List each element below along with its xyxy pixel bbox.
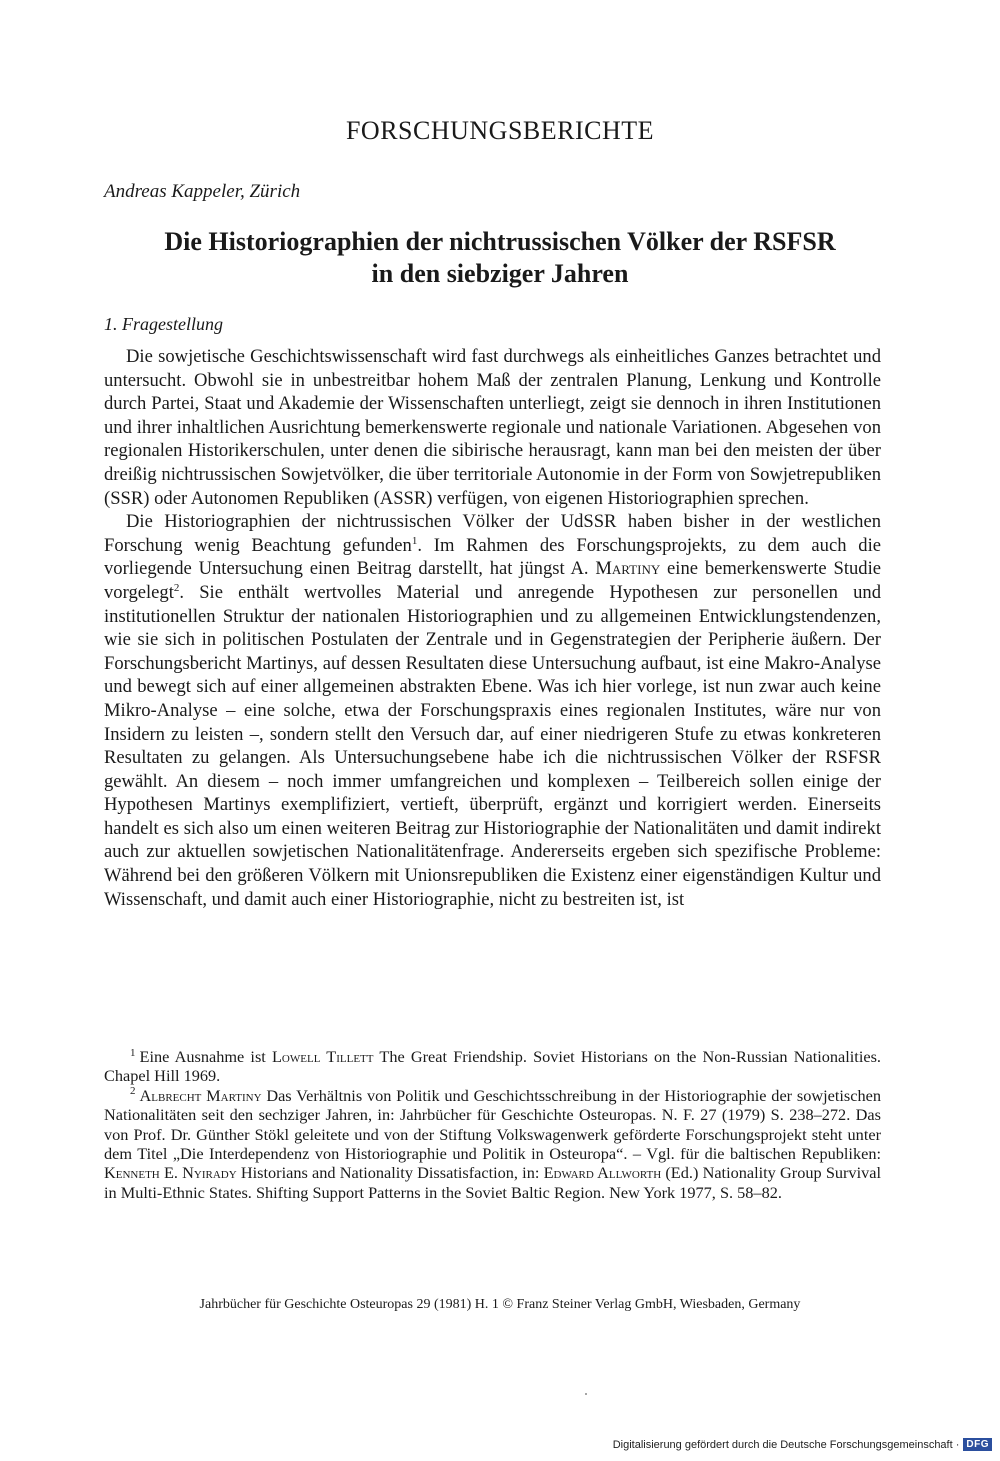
body-paragraph-1: Die sowjetische Geschichtswissenschaft wird fast durchwegs als einheitliches Ganzes betrachtet und untersucht. Obwohl sie in unbestreitbar hohem Maß der zentralen Planung, Lenkung und Kontrolle durch Partei, Staat und Akademie der Wissenschaften unterliegt, zeigt sie dennoch in ihren Institutionen und ihrer inhaltlichen Ausrichtung bemerkenswerte regionale und nationale Variationen. Abgesehen von regionalen Historikerschulen, unter denen die sibirische herausragt, kann man bei den meisten der über dreißig nichtrussischen Sowjetvölker, die über territoriale Autonomie in der Form von Sowjetrepubliken (SSR) oder Autonomen Republiken (ASSR) verfügen, von eigenen Historiographien sprechen. [104, 346, 881, 509]
author-line: Andreas Kappeler, Zürich [104, 181, 301, 202]
digitization-notice [613, 1438, 992, 1451]
footnote-1-author: Lowell Tillett [271, 1047, 374, 1066]
paragraph-2-text-d: . Sie enthält wertvolles Material und anregende Hypothesen zur personellen und institutionellen Struktur der nationalen Historiographien und zu allgemeinen Entwicklungstendenzen, wie sie sich in politischen Postulaten der Zentrale und in Gegenstrategien der Peripherie äußern. Der Forschungsbericht Martinys, auf dessen Resultaten diese Untersuchung aufbaut, ist eine Makro-Analyse und bewegt sich auf einer allgemeinen abstrakten Ebene. Was ich hier vorlege, ist nun zwar auch keine Mikro-Analyse – eine solche, etwa der Forschungspraxis eines regionalen Institutes, wäre nur von Insidern zu leisten –, sondern stellt den Versuch dar, auf einer niedrigeren Stufe zu etwas konkreteren Resultaten zu gelangen. Als Untersuchungsebene habe ich die nichtrussischen Völker der RSFSR gewählt. An diesem – noch immer umfangreichen und komplexen – Teilbereich sollen einige der Hypothesen Martinys exemplifiziert, vertieft, überprüft, ergänzt und korrigiert werden. Einerseits handelt es sich also um einen weiteren Beitrag zur Historiographie der Nationalitäten und damit indirekt auch zur aktuellen sowjetischen Nationalitätenfrage. Andererseits ergeben sich spezifische Probleme: Während bei den größeren Völkern mit Unionsrepubliken die Existenz einer eigenständigen Kultur und Wissenschaft, und damit auch einer Historiographie, nicht zu bestreiten ist, ist [104, 581, 881, 910]
footnote-ref-2: 2 [173, 581, 180, 594]
footnote-2-author-3: Edward Allworth [543, 1163, 662, 1183]
subsection-heading: 1. Fragestellung [104, 314, 223, 334]
footnote-1-number: 1 [130, 1046, 136, 1059]
article-title-line-2: in den siebziger Jahren [371, 259, 629, 288]
footnote-2-text-c: (Ed.) Nationality Group Survival in Multi-Ethnic States. Shifting Support Patterns in the Soviet Baltic Region. New York 1977, S. 58–82. [104, 1163, 881, 1202]
footnote-2-author-1: Albrecht Martiny [139, 1085, 262, 1105]
footnotes [104, 1047, 881, 1202]
footnote-2-number: 2 [130, 1085, 136, 1098]
body-paragraph-2 [104, 510, 881, 911]
article-title-line-1: Die Historiographien der nichtrussischen Völker der RSFSR [164, 227, 836, 256]
digitization-text: Digitalisierung gefördert durch die Deutsche Forschungsgemeinschaft · [612, 1438, 960, 1451]
footnote-1 [104, 1047, 881, 1086]
journal-citation: Jahrbücher für Geschichte Osteuropas 29 (1981) H. 1 © Franz Steiner Verlag GmbH, Wiesbaden, Germany [199, 1297, 801, 1312]
footnote-2-text-a: Das Verhältnis von Politik und Geschichtsschreibung in der Historiographie der sowjetischen Nationalitäten seit den sechziger Jahren, in: Jahrbücher für Geschichte Osteuropas. N. F. 27 (1979) S. 238–272. Das von Prof. Dr. Günther Stökl geleitete und von der Stiftung Volkswagenwerk geförderte Forschungsprojekt steht unter dem Titel „Die Interdependenz von Historiographie und Politik in Osteuropa“. – Vgl. für die baltischen Republiken: [104, 1085, 881, 1164]
paragraph-2-text-c: eine bemerkenswerte Studie vorgelegt [104, 558, 882, 603]
footnote-2-author-2: Kenneth E. Nyirady [104, 1163, 237, 1183]
dfg-logo: DFG [963, 1438, 992, 1451]
article-body [104, 345, 881, 911]
author-name-martiny: Martiny [595, 558, 661, 580]
footnote-2 [104, 1086, 881, 1202]
footnote-2-text-b: Historians and Nationality Dissatisfaction, in: [236, 1163, 544, 1183]
footnote-ref-1: 1 [411, 534, 418, 547]
section-title: FORSCHUNGSBERICHTE [345, 116, 655, 145]
footnote-1-text-b: The Great Friendship. Soviet Historians on the Non-Russian Nationalities. Chapel Hill 1969. [104, 1047, 881, 1086]
paragraph-2-text-a: Die Historiographien der nichtrussischen Völker der UdSSR haben bisher in der westlichen Forschung wenig Beachtung gefunden [104, 511, 881, 556]
footnote-1-text-a: Eine Ausnahme ist [139, 1047, 272, 1066]
article-title [80, 226, 920, 290]
scan-speck [585, 1393, 587, 1395]
paragraph-2-text-b: . Im Rahmen des Forschungsprojekts, zu dem auch die vorliegende Untersuchung einen Beitrag darstellt, hat jüngst A. [104, 534, 881, 580]
